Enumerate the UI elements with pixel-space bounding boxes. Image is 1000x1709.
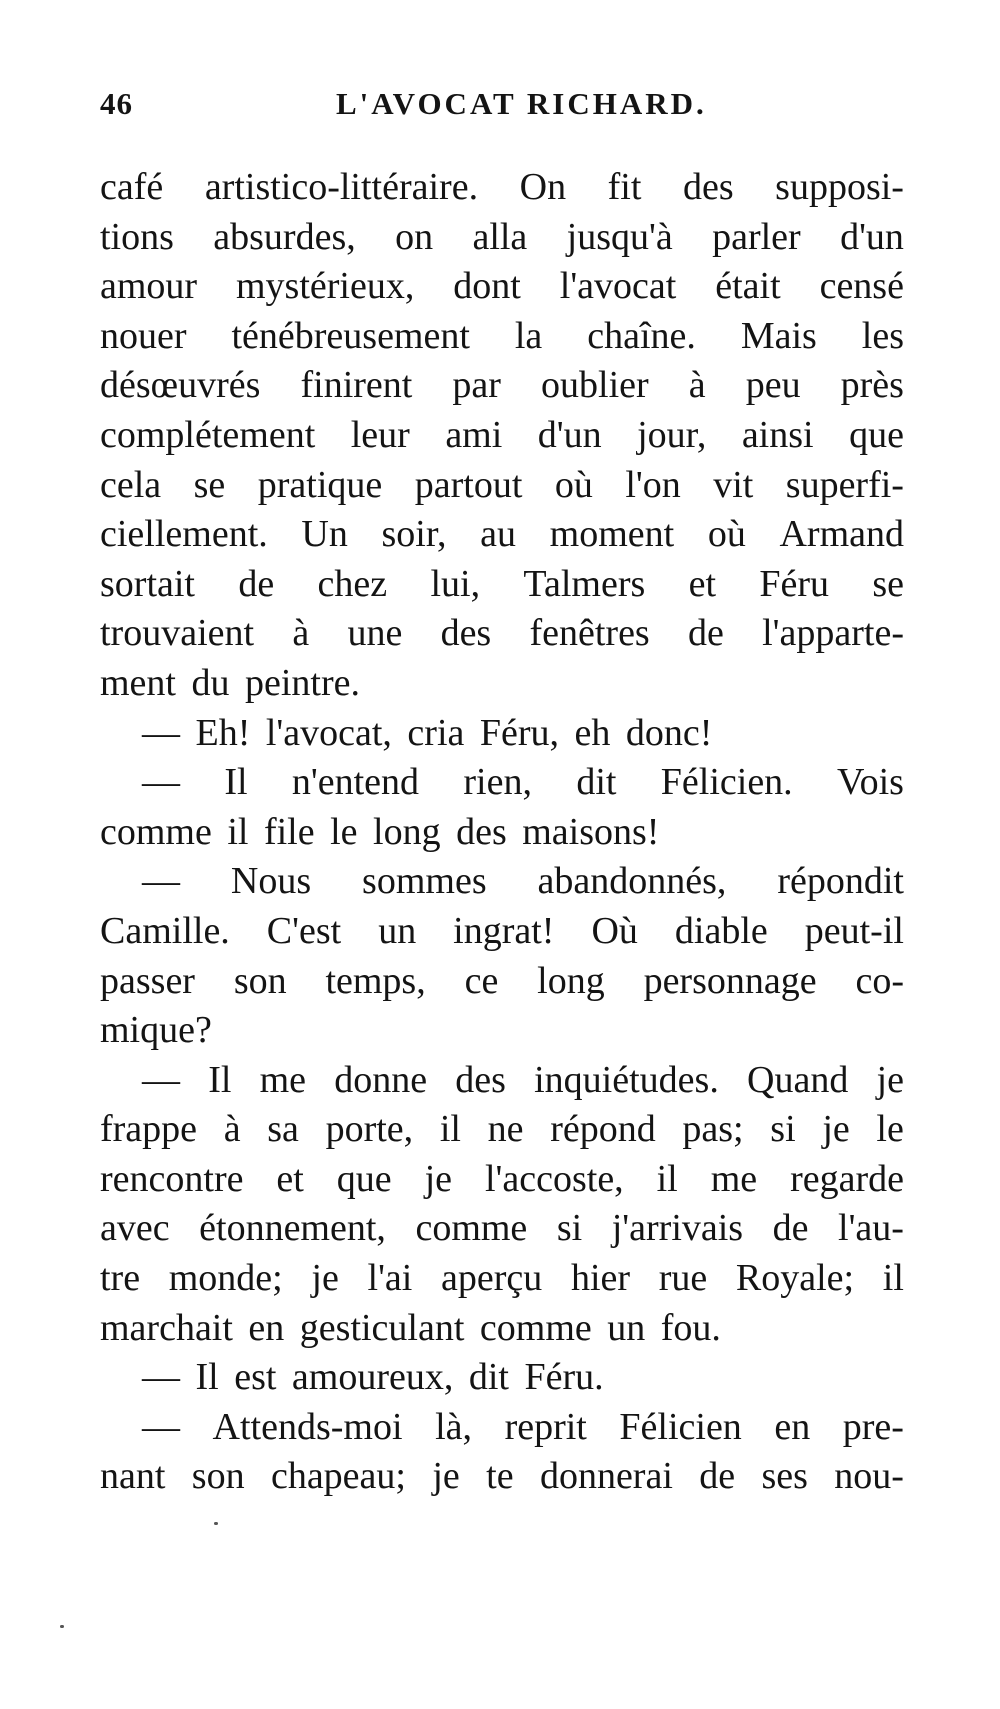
word: à — [223, 1108, 241, 1151]
word: je — [876, 1058, 904, 1101]
word: une — [347, 612, 403, 655]
word: l'accoste, — [484, 1157, 624, 1200]
word: son — [233, 959, 287, 1002]
word: long — [537, 959, 605, 1002]
word: amour — [100, 265, 198, 308]
word: n'entend — [291, 761, 420, 804]
word: Félicien. — [660, 761, 793, 804]
word: inquiétudes. — [534, 1058, 719, 1101]
word: répond — [550, 1108, 656, 1151]
word: pre- — [842, 1405, 904, 1448]
word: On — [519, 166, 567, 208]
word: l'ai — [367, 1257, 413, 1300]
word: il — [882, 1257, 904, 1300]
word: sortait — [100, 562, 195, 605]
word: temps, — [325, 959, 426, 1002]
word: ciellement. — [100, 513, 268, 556]
word: peut-il — [804, 909, 904, 952]
word: oublier — [541, 364, 649, 407]
word: à — [292, 612, 310, 655]
word: rien, — [463, 761, 532, 804]
word: répondit — [777, 860, 904, 903]
word: si — [770, 1108, 796, 1151]
word: chez — [317, 562, 388, 605]
text-line: mique? — [100, 1009, 212, 1052]
word: hier — [570, 1257, 631, 1300]
word: les — [861, 314, 904, 357]
word: Mais — [740, 314, 817, 357]
print-speck — [60, 1625, 64, 1628]
word: était — [715, 265, 781, 308]
word: de — [687, 612, 724, 655]
word: me — [710, 1157, 758, 1200]
word: nou- — [834, 1455, 904, 1498]
word: — — [142, 761, 180, 804]
word: de — [238, 562, 275, 605]
word: co- — [855, 959, 904, 1002]
word: et — [688, 562, 717, 605]
text-line — [100, 1403, 904, 1453]
text-line — [100, 1105, 904, 1155]
word: monde; — [168, 1257, 283, 1300]
word: chaîne. — [587, 314, 696, 357]
word: Talmers — [523, 562, 646, 605]
word: dit — [576, 761, 617, 804]
word: abandonnés, — [537, 860, 727, 903]
word: Où — [591, 909, 638, 952]
word: rencontre — [100, 1157, 244, 1200]
text-line: — Il est amoureux, dit Féru. — [142, 1356, 604, 1399]
word: te — [486, 1455, 514, 1498]
word: Féru — [759, 562, 830, 605]
word: superfi- — [785, 463, 904, 506]
word: peu — [745, 364, 801, 407]
text-line — [100, 361, 904, 411]
word: que — [849, 413, 904, 456]
word: dont — [453, 265, 521, 308]
word: le — [876, 1108, 904, 1151]
word: à — [688, 364, 706, 407]
word: Un — [301, 513, 348, 556]
text-line — [100, 510, 904, 560]
text-line — [100, 1204, 904, 1254]
word: ses — [761, 1455, 808, 1498]
word: ingrat! — [453, 909, 555, 952]
word: vit — [713, 463, 754, 506]
word: diable — [674, 909, 768, 952]
word: absurdes, — [213, 215, 356, 258]
word: près — [840, 364, 904, 407]
word: mystérieux, — [236, 265, 415, 308]
page-number: 46 — [100, 86, 133, 121]
word: l'on — [625, 463, 681, 506]
word: étonnement, — [199, 1207, 386, 1250]
word: il — [439, 1108, 461, 1151]
text-line — [100, 262, 904, 312]
text-line — [100, 957, 904, 1007]
word: pratique — [257, 463, 383, 506]
text-line — [100, 411, 904, 461]
word: Camille. — [100, 909, 230, 952]
word: l'apparte- — [762, 612, 904, 655]
word: lui, — [430, 562, 481, 605]
text-line — [100, 758, 904, 808]
text-line — [100, 857, 904, 907]
word: sa — [267, 1108, 299, 1151]
body-text — [100, 163, 904, 1502]
word: j'arrivais — [611, 1207, 744, 1250]
text-line — [100, 1452, 904, 1502]
text-line — [100, 213, 904, 263]
word: C'est — [266, 909, 342, 952]
word: Vois — [837, 761, 904, 804]
word: de — [699, 1455, 736, 1498]
word: censé — [819, 265, 904, 308]
word: reprit — [504, 1405, 587, 1448]
word: de — [772, 1207, 809, 1250]
word: Nous — [230, 860, 312, 903]
word: chapeau; — [270, 1455, 406, 1498]
word: ainsi — [741, 413, 814, 456]
word: des — [682, 166, 734, 208]
word: au — [480, 513, 516, 556]
word: Quand — [747, 1058, 849, 1101]
word: regarde — [790, 1157, 904, 1200]
word: leur — [350, 413, 410, 456]
word: aperçu — [441, 1257, 543, 1300]
word: Il — [224, 761, 248, 804]
text-line — [100, 560, 904, 610]
word: porte, — [325, 1108, 414, 1151]
word: Armand — [779, 513, 904, 556]
text-line — [100, 163, 904, 213]
text-line — [100, 312, 904, 362]
word: artistico-littéraire. — [204, 166, 479, 208]
word: si — [556, 1207, 583, 1250]
word: là, — [435, 1405, 473, 1448]
word: nant — [100, 1455, 166, 1498]
word: soir, — [381, 513, 447, 556]
text-line: marchait en gesticulant comme un fou. — [100, 1306, 721, 1349]
word: je — [311, 1257, 339, 1300]
text-line — [100, 609, 904, 659]
word: je — [822, 1108, 850, 1151]
word: moment — [549, 513, 675, 556]
word: Royale; — [735, 1257, 855, 1300]
word: désœuvrés — [100, 364, 261, 407]
word: jour, — [637, 413, 707, 456]
word: donne — [334, 1058, 428, 1101]
word: comme — [415, 1207, 528, 1250]
word: fenêtres — [529, 612, 650, 655]
word: finirent — [300, 364, 413, 407]
word: passer — [100, 959, 195, 1002]
word: en — [774, 1405, 811, 1448]
word: complétement — [100, 413, 316, 456]
word: se — [193, 463, 226, 506]
word: jusqu'à — [566, 215, 673, 258]
running-title: L'AVOCAT RICHARD. — [336, 86, 707, 121]
word: rue — [658, 1257, 708, 1300]
word: fit — [607, 166, 642, 208]
print-speck — [214, 1522, 218, 1525]
word: son — [191, 1455, 245, 1498]
word: — — [142, 860, 180, 903]
word: tre — [100, 1257, 141, 1300]
word: où — [707, 513, 746, 556]
text-line — [100, 461, 904, 511]
word: où — [554, 463, 593, 506]
word: partout — [414, 463, 523, 506]
word: l'au- — [838, 1207, 904, 1250]
word: par — [452, 364, 501, 407]
word: Félicien — [619, 1405, 742, 1448]
word: il — [656, 1157, 678, 1200]
word: café — [100, 166, 164, 208]
word: me — [259, 1058, 307, 1101]
word: Attends-moi — [212, 1405, 403, 1448]
word: personnage — [643, 959, 817, 1002]
word: trouvaient — [100, 612, 255, 655]
word: que — [336, 1157, 392, 1200]
text-line: — Eh! l'avocat, cria Féru, eh donc! — [142, 711, 713, 754]
word: parler — [712, 215, 801, 258]
word: donnerai — [539, 1455, 673, 1498]
word: ne — [487, 1108, 524, 1151]
text-line — [100, 1056, 904, 1106]
word: ce — [464, 959, 499, 1002]
word: supposi- — [775, 166, 904, 208]
word: — — [142, 1058, 180, 1101]
word: des — [440, 612, 492, 655]
word: nouer — [100, 314, 187, 357]
page-header — [100, 86, 900, 126]
word: on — [395, 215, 434, 258]
word: un — [378, 909, 417, 952]
word: la — [514, 314, 543, 357]
word: frappe — [100, 1108, 198, 1151]
word: pas; — [682, 1108, 744, 1151]
word: d'un — [537, 413, 602, 456]
word: ténébreusement — [231, 314, 470, 357]
word: des — [455, 1058, 506, 1101]
word: sommes — [362, 860, 487, 903]
text-line: comme il file le long des maisons! — [100, 810, 660, 853]
word: je — [432, 1455, 460, 1498]
word: je — [424, 1157, 453, 1200]
word: l'avocat — [559, 265, 677, 308]
word: et — [276, 1157, 304, 1200]
text-line — [100, 1155, 904, 1205]
word: cela — [100, 463, 162, 506]
word: d'un — [840, 215, 904, 258]
word: se — [872, 562, 904, 605]
word: Il — [208, 1058, 232, 1101]
word: alla — [472, 215, 528, 258]
text-line — [100, 1254, 904, 1304]
text-line — [100, 907, 904, 957]
word: tions — [100, 215, 174, 258]
text-line: ment du peintre. — [100, 661, 360, 704]
word: — — [142, 1405, 180, 1448]
word: avec — [100, 1207, 170, 1250]
word: ami — [445, 413, 503, 456]
